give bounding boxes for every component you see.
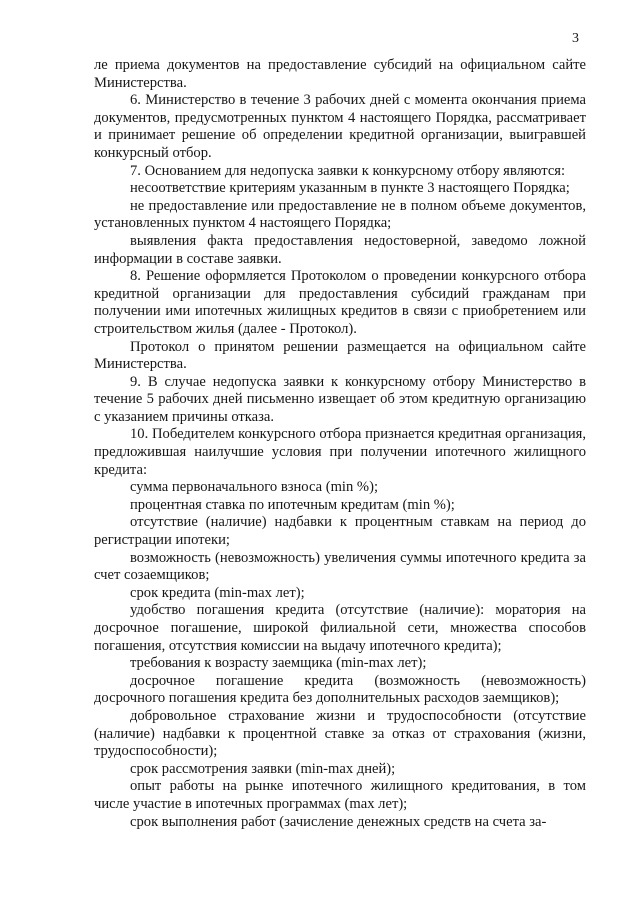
- document-body: [94, 57, 586, 831]
- list-item: срок кредита (min-max лет);: [130, 584, 305, 601]
- list-item: отсутствие (наличие) надбавки к процентным ставкам на период до регистрации ипотеки;: [94, 514, 586, 549]
- paragraph: ле приема документов на предоставление субсидий на официальном сайте Министерства.: [94, 57, 586, 91]
- list-item: срок выполнения работ (зачисление денежных средств на счета за-: [130, 813, 547, 830]
- list-item: возможность (невозможность) увеличения суммы ипотечного кредита за счет созаемщиков;: [94, 549, 586, 584]
- paragraph-item-10: 10. Победителем конкурсного отбора признается кредитная организация, предложившая наилучшие условия при получении ипотечного жилищного кредита:: [94, 426, 586, 478]
- list-item: не предоставление или предоставление не в полном объеме документов, установленных пунктом 4 настоящего Порядка;: [94, 197, 586, 232]
- list-item: добровольное страхование жизни и трудоспособности (отсутствие (наличие) надбавки к процентной ставке за отказ от страхования (жизни, трудоспособности);: [94, 707, 586, 760]
- list-item: срок рассмотрения заявки (min-max дней);: [130, 760, 396, 777]
- paragraph-item-8: 8. Решение оформляется Протоколом о проведении конкурсного отбора кредитной организации для предоставления субсидий гражданам при получении ими ипотечных жилищных кредитов в связи с приобретением или строительством жилья (далее - Протокол).: [94, 268, 586, 337]
- list-item: сумма первоначального взноса (min %);: [130, 479, 379, 496]
- list-item: удобство погашения кредита (отсутствие (наличие): моратория на досрочное погашение, широкой филиальной сети, множества способов погашения, отсутствия комиссии на выдачу ипотечного кредита);: [94, 602, 586, 654]
- page-number: 3: [572, 31, 579, 46]
- paragraph-item-6: 6. Министерство в течение 3 рабочих дней с момента окончания приема документов, предусмотренных пунктом 4 настоящего Порядка, рассматривает и принимает решение об определении кредитной организации, выигравшей конкурсный отбор.: [94, 92, 586, 161]
- paragraph-item-9: 9. В случае недопуска заявки к конкурсному отбору Министерство в течение 5 рабочих дней письменно извещает об этом кредитную организацию с указанием причины отказа.: [94, 373, 586, 425]
- paragraph: Протокол о принятом решении размещается на официальном сайте Министерства.: [94, 338, 586, 373]
- list-item: выявления факта предоставления недостоверной, заведомо ложной информации в составе заявки.: [94, 232, 586, 267]
- list-item: несоответствие критериям указанным в пункте 3 настоящего Порядка;: [130, 180, 570, 197]
- list-item: досрочное погашение кредита (возможность (невозможность) досрочного погашения кредита без дополнительных расходов заемщиков);: [94, 672, 586, 707]
- paragraph-item-7: 7. Основанием для недопуска заявки к конкурсному отбору являются:: [130, 162, 566, 179]
- list-item: опыт работы на рынке ипотечного жилищного кредитования, в том числе участие в ипотечных программах (max лет);: [94, 778, 586, 812]
- list-item: требования к возрасту заемщика (min-max лет);: [130, 655, 427, 672]
- list-item: процентная ставка по ипотечным кредитам (min %);: [130, 496, 455, 513]
